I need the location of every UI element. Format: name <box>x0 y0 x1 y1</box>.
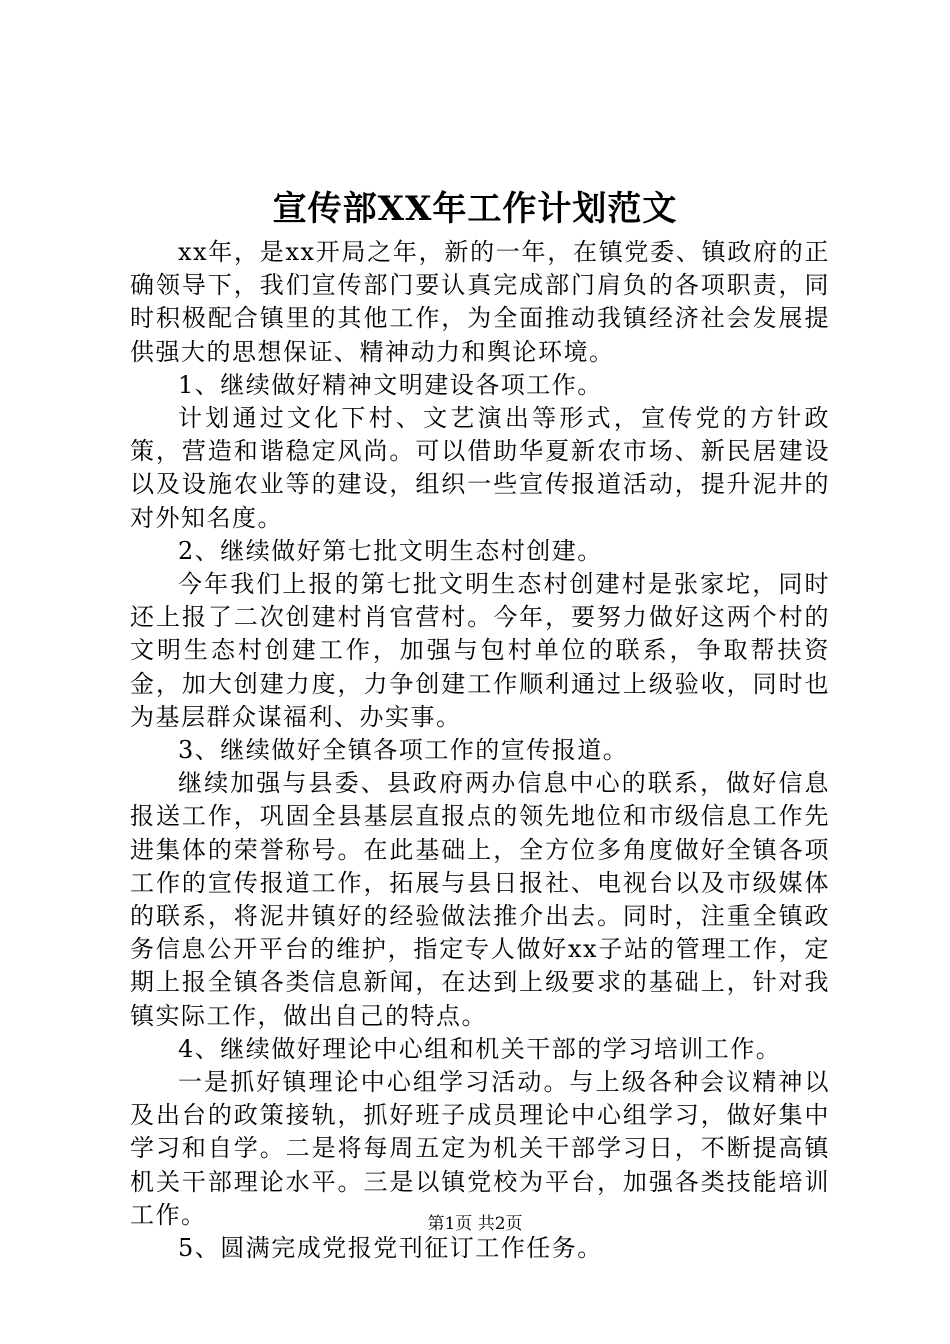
body-paragraph: 今年我们上报的第七批文明生态村创建村是张家坨，同时还上报了二次创建村肖官营村。今年，要努力做好这两个村的文明生态村创建工作，加强与包村单位的联系，争取帮扶资金，加大创建力度，力争创建工作顺利通过上级验收，同时也为基层群众谋福利、办实事。 <box>130 570 830 731</box>
section-heading: 3、继续做好全镇各项工作的宣传报道。 <box>178 736 629 765</box>
section-heading: 5、圆满完成党报党刊征订工作任务。 <box>178 1234 603 1263</box>
body-paragraph: 计划通过文化下村、文艺演出等形式，宣传党的方针政策，营造和谐稳定风尚。可以借助华夏新农市场、新民居建设以及设施农业等的建设，组织一些宣传报道活动，提升泥井的对外知名度。 <box>130 404 830 532</box>
body-paragraph: 一是抓好镇理论中心组学习活动。与上级各种会议精神以及出台的政策接轨，抓好班子成员理论中心组学习，做好集中学习和自学。二是将每周五定为机关干部学习日，不断提高镇机关干部理论水平。三是以镇党校为平台，加强各类技能培训工作。 <box>130 1068 830 1229</box>
page-footer: 第1页 共2页 <box>427 1214 523 1234</box>
section-heading: 4、继续做好理论中心组和机关干部的学习培训工作。 <box>178 1034 782 1063</box>
section-heading: 2、继续做好第七批文明生态村创建。 <box>178 536 603 565</box>
intro-paragraph: xx年，是xx开局之年，新的一年，在镇党委、镇政府的正确领导下，我们宣传部门要认真完成部门肩负的各项职责，同时积极配合镇里的其他工作，为全面推动我镇经济社会发展提供强大的思想保证、精神动力和舆论环境。 <box>130 238 830 366</box>
document-title: 宣传部XX年工作计划范文 <box>272 189 678 229</box>
section-heading: 1、继续做好精神文明建设各项工作。 <box>178 370 603 399</box>
document-body <box>130 236 830 1265</box>
body-paragraph: 继续加强与县委、县政府两办信息中心的联系，做好信息报送工作，巩固全县基层直报点的领先地位和市级信息工作先进集体的荣誉称号。在此基础上，全方位多角度做好全镇各项工作的宣传报道工作，拓展与县日报社、电视台以及市级媒体的联系，将泥井镇好的经验做法推介出去。同时，注重全镇政务信息公开平台的维护，指定专人做好xx子站的管理工作，定期上报全镇各类信息新闻，在达到上级要求的基础上，针对我镇实际工作，做出自己的特点。 <box>130 769 830 1030</box>
